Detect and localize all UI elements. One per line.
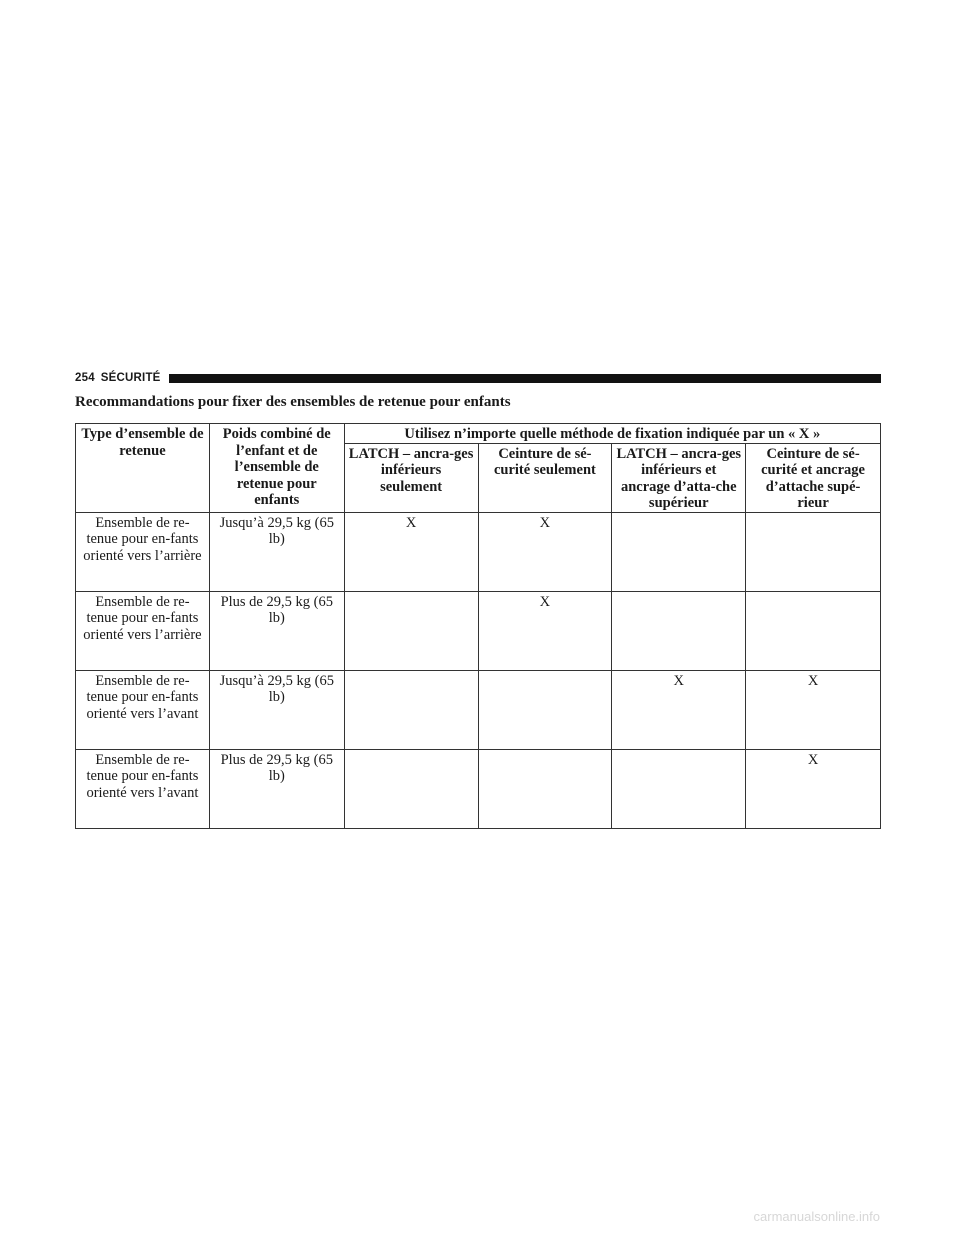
table-row [76,512,881,591]
cell-mark [344,591,478,670]
cell-weight: Jusqu’à 29,5 kg (65 lb) [209,512,344,591]
header-latch-tether: LATCH – ancra-ges inférieurs et ancrage d’atta-che supérieur [612,443,746,512]
recommendation-table [75,423,881,829]
cell-weight: Plus de 29,5 kg (65 lb) [209,749,344,828]
cell-mark [344,749,478,828]
cell-type: Ensemble de re-tenue pour en-fants orienté vers l’arrière [76,591,210,670]
cell-mark [478,749,612,828]
cell-mark: X [746,749,881,828]
cell-type: Ensemble de re-tenue pour en-fants orienté vers l’avant [76,749,210,828]
cell-mark: X [478,512,612,591]
header-latch-lower: LATCH – ancra-ges inférieurs seulement [344,443,478,512]
cell-mark: X [344,512,478,591]
cell-mark: X [612,670,746,749]
header-belt-only: Ceinture de sé-curité seulement [478,443,612,512]
cell-mark [612,591,746,670]
cell-mark [746,512,881,591]
header-restraint-type: Type d’ensemble de retenue [76,424,210,513]
header-belt-tether: Ceinture de sé-curité et ancrage d’attache supé-rieur [746,443,881,512]
table-row [76,749,881,828]
page-header [75,370,881,386]
cell-type: Ensemble de re-tenue pour en-fants orienté vers l’avant [76,670,210,749]
cell-mark: X [478,591,612,670]
cell-mark [612,749,746,828]
table-row [76,670,881,749]
section-title: SÉCURITÉ [100,372,161,384]
cell-weight: Jusqu’à 29,5 kg (65 lb) [209,670,344,749]
cell-type: Ensemble de re-tenue pour en-fants orienté vers l’arrière [76,512,210,591]
header-combined-weight: Poids combiné de l’enfant et de l’ensemble de retenue pour enfants [209,424,344,513]
cell-mark: X [746,670,881,749]
cell-mark [478,670,612,749]
header-rule [169,374,881,383]
document-title: Recommandations pour fixer des ensembles de retenue pour enfants [75,394,511,410]
cell-mark [612,512,746,591]
page-number: 254 [75,372,95,384]
header-method-group: Utilisez n’importe quelle méthode de fixation indiquée par un « X » [344,424,880,444]
watermark-link[interactable]: carmanualsonline.info [753,1209,880,1224]
cell-weight: Plus de 29,5 kg (65 lb) [209,591,344,670]
table-row [76,591,881,670]
cell-mark [344,670,478,749]
cell-mark [746,591,881,670]
